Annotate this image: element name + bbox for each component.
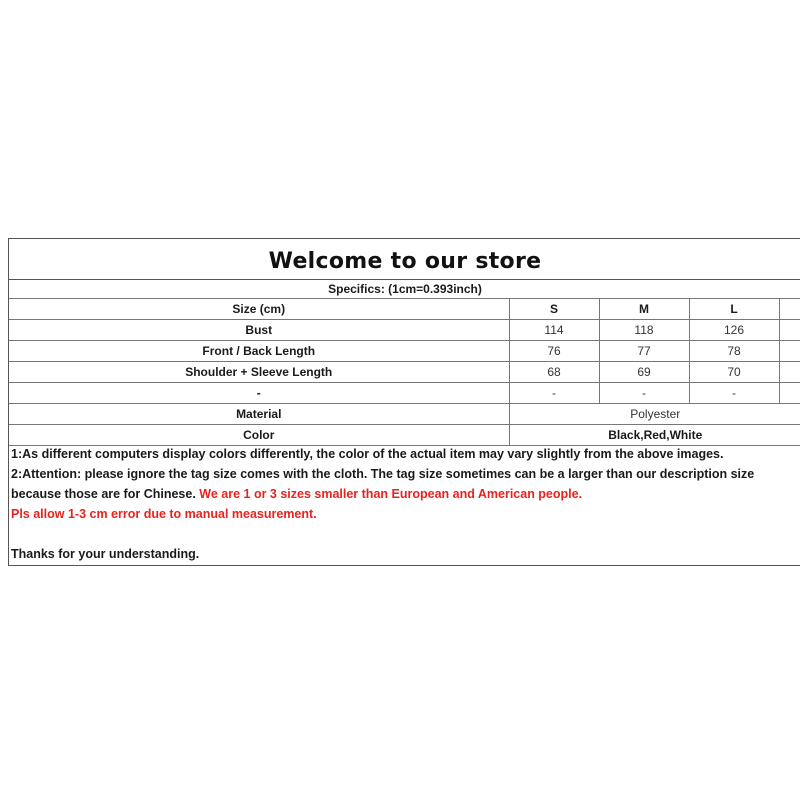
table-row — [9, 383, 800, 404]
table-cell: 76 — [509, 341, 599, 362]
header-size-label: Size (cm) — [9, 299, 509, 320]
table-cell: - — [689, 383, 779, 404]
table-cell: 68 — [509, 362, 599, 383]
table-cell: - — [599, 383, 689, 404]
note-line-2: 2:Attention: please ignore the tag size comes with the cloth. The tag size sometimes can be a larger than our description size — [11, 467, 755, 481]
row-label: Front / Back Length — [9, 341, 509, 362]
header-size-s: S — [509, 299, 599, 320]
material-row — [9, 404, 800, 425]
material-label: Material — [9, 404, 509, 425]
notes-block — [9, 444, 800, 564]
table-cell: 70 — [689, 362, 779, 383]
table-cell: 78 — [689, 341, 779, 362]
row-label: - — [9, 383, 509, 404]
note-line-3-warning: We are 1 or 3 sizes smaller than European and American people. — [199, 487, 583, 501]
table-cell — [779, 299, 800, 320]
table-cell: - — [509, 383, 599, 404]
note-spacer — [9, 524, 800, 544]
note-line-4-warning: Pls allow 1-3 cm error due to manual measurement. — [11, 507, 317, 521]
note-line-3-text: because those are for Chinese. — [11, 487, 196, 501]
table-cell: 114 — [509, 320, 599, 341]
table-cell: 69 — [599, 362, 689, 383]
row-label: Bust — [9, 320, 509, 341]
table-row — [9, 341, 800, 362]
table-cell — [779, 362, 800, 383]
header-size-m: M — [599, 299, 689, 320]
table-header-row — [9, 299, 800, 320]
table-cell: 118 — [599, 320, 689, 341]
row-label: Shoulder + Sleeve Length — [9, 362, 509, 383]
color-label: Color — [9, 425, 509, 446]
material-value: Polyester — [509, 404, 800, 425]
size-table — [9, 298, 800, 446]
header-size-l: L — [689, 299, 779, 320]
note-line-1: 1:As different computers display colors differently, the color of the actual item may vary slightly from the above images. — [11, 447, 724, 461]
thanks-line: Thanks for your understanding. — [11, 547, 200, 561]
table-cell: 126 — [689, 320, 779, 341]
color-value: Black,Red,White — [509, 425, 800, 446]
table-cell — [779, 320, 800, 341]
table-cell — [779, 341, 800, 362]
size-chart-sheet — [8, 238, 800, 566]
specifics-line: Specifics: (1cm=0.393inch) — [9, 280, 800, 299]
note-line-3 — [9, 484, 800, 504]
table-row — [9, 362, 800, 383]
store-title: Welcome to our store — [9, 239, 800, 280]
table-cell: 77 — [599, 341, 689, 362]
table-cell — [779, 383, 800, 404]
table-row — [9, 320, 800, 341]
color-row — [9, 425, 800, 446]
